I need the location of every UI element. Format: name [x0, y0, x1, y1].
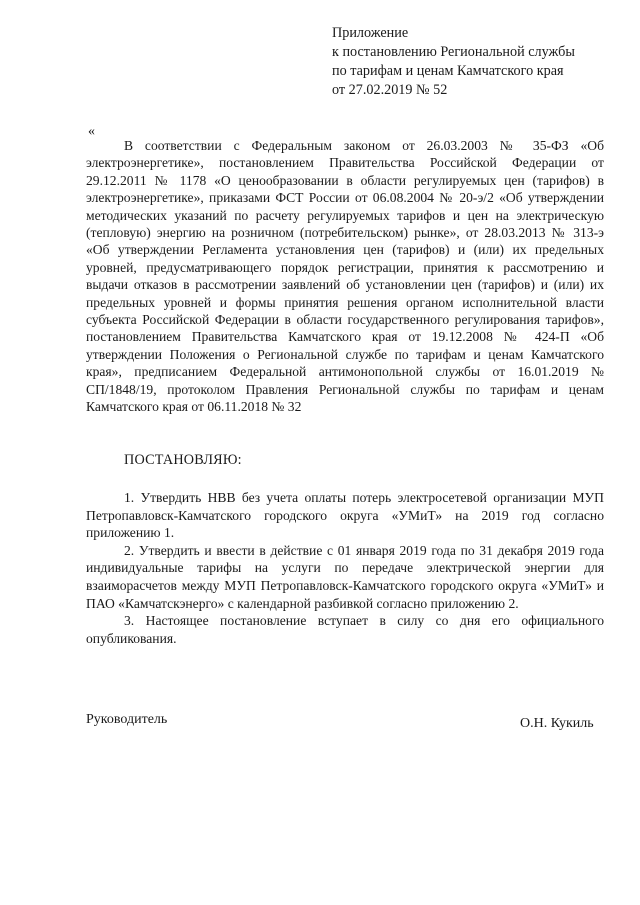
appendix-date-number: от 27.02.2019 № 52: [332, 82, 448, 98]
resolution-item-3: 3. Настоящее постановление вступает в силу со дня его официального опубликования.: [86, 613, 604, 646]
appendix-authority-line: по тарифам и ценам Камчатского края: [332, 63, 564, 79]
signatory-name: О.Н. Кукиль: [520, 716, 594, 731]
resolution-item-2: 2. Утвердить и ввести в действие с 01 января 2019 года по 31 декабря 2019 года индивидуальные тарифы на услуги по передаче электрической энергии для взаиморасчетов между МУП Петропавловск-Камчатского городского округа «УМиТ» и ПАО «Камчатскэнерго» с календарной разбивкой согласно приложению 2.: [86, 542, 604, 611]
appendix-header: [332, 24, 622, 100]
opening-quote-mark: «: [88, 124, 95, 139]
signatory-position: Руководитель: [86, 712, 168, 727]
resolution-items: [86, 489, 604, 647]
resolution-item-1: 1. Утвердить НВВ без учета оплаты потерь электросетевой организации МУП Петропавловск-Камчатского городского округа «УМиТ» на 2019 год согласно приложению 1.: [86, 490, 604, 541]
appendix-resolution-line: к постановлению Региональной службы: [332, 44, 575, 60]
appendix-title: Приложение: [332, 25, 409, 41]
preamble-paragraph: В соответствии с Федеральным законом от 26.03.2003 № 35-ФЗ «Об электроэнергетике», постановлением Правительства Российской Федерации от 29.12.2011 № 1178 «О ценообразовании в области регулируемых цен (тарифов) в электроэнергетике», приказами ФСТ России от 06.08.2004 № 20-э/2 «Об утверждении методических указаний по расчету регулируемых тарифов и цен на электрическую (тепловую) энергию на розничном (потребительском) рынке», от 28.03.2013 № 313-э «Об утверждении Регламента установления цен (тарифов) и (или) их предельных уровней, предусматривающего порядок регистрации, принятия к рассмотрению и выдачи отказов в рассмотрении заявлений об установлении цен (тарифов) и (или) их предельных уровней и формы принятия решения органом исполнительной власти субъекта Российской Федерации в области государственного регулирования тарифов», постановлением Правительства Камчатского края от 19.12.2008 № 424-П «Об утверждении Положения о Региональной службе по тарифам и ценам Камчатского края», предписанием Федеральной антимонопольной службы от 16.01.2019 № СП/1848/19, протоколом Правления Региональной службы по тарифам и ценам Камчатского края от 06.11.2018 № 32: [86, 138, 604, 415]
resolution-heading: ПОСТАНОВЛЯЮ:: [124, 452, 242, 468]
